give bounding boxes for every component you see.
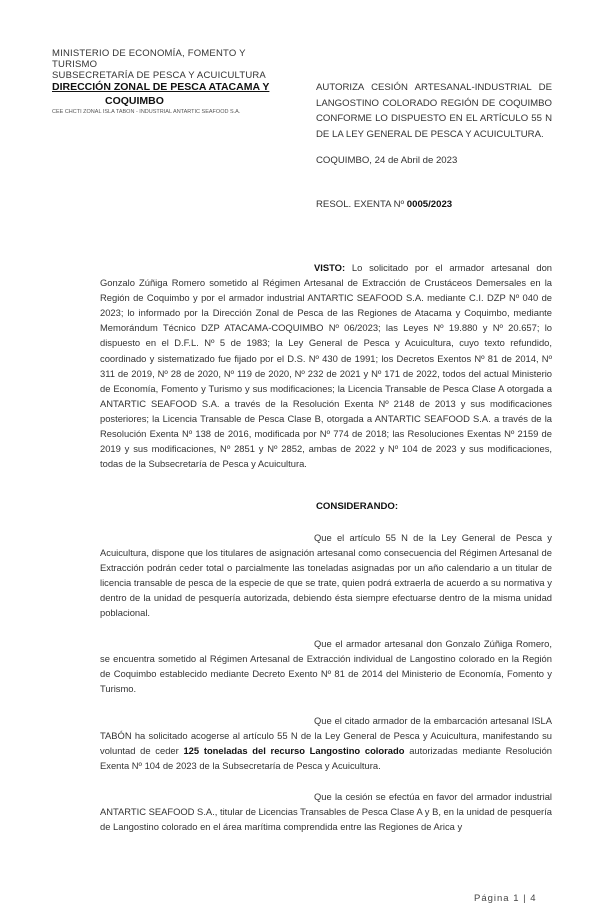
considerando-text-4: Que la cesión se efectúa en favor del armador industrial ANTARTIC SEAFOOD S.A., titular de Licencias Transables de Pesca Clase A y B, en la unidad de pesquería de Langostino colorado en el área marítima comprendida entre las Regiones de Arica y [100,791,552,833]
ministry-name: MINISTERIO DE ECONOMÍA, FOMENTO Y TURISMO [52,48,246,70]
subsecretariat-name: SUBSECRETARÍA DE PESCA Y ACUICULTURA [52,70,266,81]
resolution-title: AUTORIZA CESIÓN ARTESANAL-INDUSTRIAL DE LANGOSTINO COLORADO REGIÓN DE COQUIMBO CONFORME LO DISPUESTO EN EL ARTÍCULO 55 N DE LA LEY GENERAL DE PESCA Y ACUICULTURA. [316,82,552,140]
page-number: Página 1 | 4 [474,893,537,904]
resolution-label: RESOL. EXENTA Nº [316,199,405,210]
considerando-paragraph-1 [100,530,552,621]
letterhead [52,48,292,116]
resolution-date: COQUIMBO, 24 de Abril de 2023 [316,155,458,166]
considerando-paragraph-2 [100,636,552,696]
considerando-label: CONSIDERANDO: [316,501,399,512]
considerando-text-1: Que el artículo 55 N de la Ley General de Pesca y Acuicultura, dispone que los titulares de asignación artesanal como consecuencia del Régimen Artesanal de Extracción podrán ceder total o parcialmente las toneladas asignadas por un año calendario a un titular de licencia transable de pesca de la especie de que se trate, quien podrá extraerla de acuerdo a su normativa y dentro de la unidad de pesquería autorizada, debiendo ésta siempre efectuarse dentro de la misma unidad poblacional. [100,532,552,619]
file-reference: CEE CHCTI ZONAL ISLA TABON - INDUSTRIAL ANTARTIC SEAFOOD S.A. [52,109,241,115]
visto-paragraph [100,260,552,471]
directorate-name: DIRECCIÓN ZONAL DE PESCA ATACAMA Y [52,81,270,93]
ceded-amount: 125 toneladas del recurso Langostino colorado [183,745,405,757]
directorate-region: COQUIMBO [105,95,164,107]
resolution-number [316,199,452,210]
considerando-text-3a: Que el citado armador de la embarcación artesanal ISLA TABÓN ha solicitado acogerse al artículo 55 N de la Ley General de Pesca y Acuicultura, manifestando su voluntad de ceder [100,715,552,757]
considerando-paragraph-3 [100,713,552,773]
visto-text: Lo solicitado por el armador artesanal don Gonzalo Zúñiga Romero sometido al Régimen Artesanal de Extracción de Crustáceos Demersales en la Región de Coquimbo y por el armador industrial ANTARTIC SEAFOOD S.A. mediante C.I. DZP Nº 040 de 2023; lo informado por la Dirección Zonal de Pesca de las Regiones de Atacama y Coquimbo, mediante Memorándum Técnico DZP ATACAMA-COQUIMBO Nº 06/2023; las Leyes Nº 19.880 y Nº 20.657; lo dispuesto en el D.F.L. Nº 5 de 1983; la Ley General de Pesca y Acuicultura, cuyo texto refundido, coordinado y sistematizado fue fijado por el D.S. Nº 430 de 1991; los Decretos Exentos Nº 81 de 2014, Nº 311 de 2019, Nº 28 de 2020, Nº 119 de 2020, Nº 232 de 2021 y Nº 171 de 2022, todos del actual Ministerio de Economía, Fomento y Turismo y sus modificaciones; la Licencia Transable de Pesca Clase A otorgada a ANTARTIC SEAFOOD S.A. a través de la Resolución Exenta Nº 2148 de 2013 y sus modificaciones posteriores; la Licencia Transable de Pesca Clase B, otorgada a ANTARTIC SEAFOOD S.A. a través de la Resolución Exenta Nº 138 de 2016, modificada por Nº 774 de 2018; las Resoluciones Exentas Nº 2159 de 2019 y sus modificaciones, Nº 2851 y Nº 2852, ambas de 2022 y Nº 104 de 2023 y sus modificaciones, todas de la Subsecretaría de Pesca y Acuicultura. [100,262,552,470]
considerando-text-3b: autorizadas mediante Resolución Exenta Nº 104 de 2023 de la Subsecretaría de Pesca y Acuicultura. [100,745,553,772]
resolution-code: 0005/2023 [406,199,453,210]
considerando-paragraph-4 [100,789,552,834]
visto-label: VISTO: [314,262,346,273]
considerando-text-2: Que el armador artesanal don Gonzalo Zúñiga Romero, se encuentra sometido al Régimen Artesanal de Extracción individual de Langostino colorado en la Región de Coquimbo establecido mediante Decreto Exento Nº 81 de 2014 del Ministerio de Economía, Fomento y Turismo. [100,638,552,695]
